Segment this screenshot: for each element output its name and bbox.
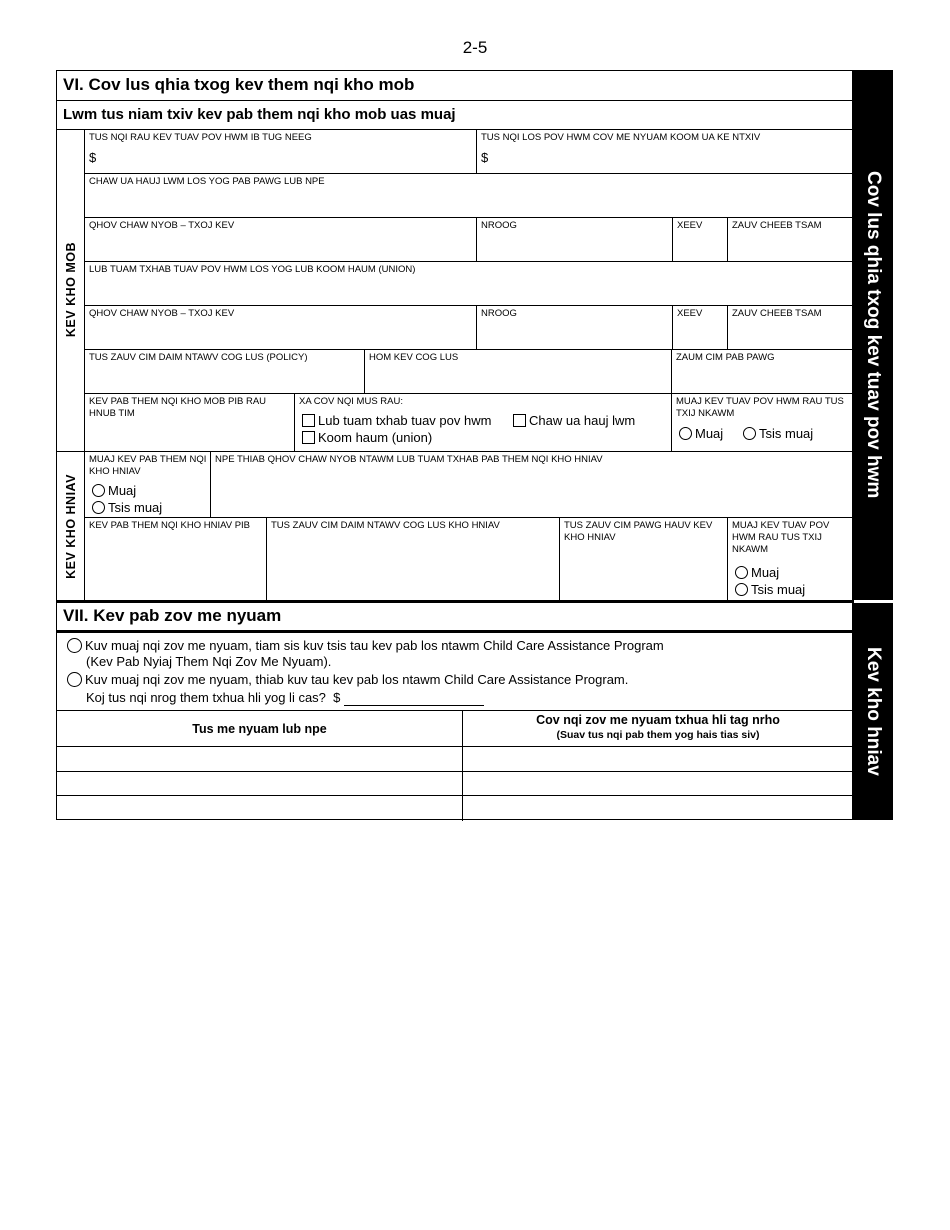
form xyxy=(56,70,893,820)
amount-children-label: TUS NQI LOS POV HWM COV ME NYUAM KOOM UA KE NTXIV xyxy=(481,132,761,143)
dental-no-radio[interactable] xyxy=(92,501,105,514)
city1-label: NROOG xyxy=(481,220,517,231)
monthly-amount-dollar: $ xyxy=(333,690,341,705)
dental-group-label: TUS ZAUV CIM PAWG HAUV KEV KHO HNIAV xyxy=(564,520,713,543)
dental-yes-option[interactable]: Muaj xyxy=(92,483,136,498)
policy-number-label: TUS ZAUV CIM DAIM NTAWV COG LUS (POLICY) xyxy=(89,352,308,363)
side-label-dental: KEV KHO HNIAV xyxy=(63,473,78,579)
childcare-opt1[interactable]: Kuv muaj nqi zov me nyuam, tiam sis kuv tsis tau kev pab los ntawm Child Care Assistance Program xyxy=(67,638,664,653)
table-col-monthly-cost: Cov nqi zov me nyuam txhua hli tag nrho xyxy=(536,713,780,727)
section7-title: VII. Kev pab zov me nyuam xyxy=(63,606,282,625)
table-col-child-name: Tus me nyuam lub npe xyxy=(192,722,327,736)
employer-checkbox[interactable] xyxy=(513,414,526,427)
side-tab-insurance: Cov lus qhia txog kev tuav pov hwm xyxy=(853,70,893,600)
card-no-radio[interactable] xyxy=(743,427,756,440)
table-row-3-name[interactable] xyxy=(57,796,462,819)
state1-label: XEEV xyxy=(677,220,703,231)
side-label-medical: KEV KHO MOB xyxy=(63,242,78,338)
employer-name-label: CHAW UA HAUJ LWM LOS YOG PAB PAWG LUB NPE xyxy=(89,176,325,187)
union-name-label: LUB TUAM TXHAB TUAV POV HWM LOS YOG LUB KOOM HAUM (UNION) xyxy=(89,264,416,275)
group-number-label: ZAUM CIM PAB PAWG xyxy=(676,352,775,363)
insurer-checkbox[interactable] xyxy=(302,414,315,427)
dental-card-no-radio[interactable] xyxy=(735,583,748,596)
address2-label: QHOV CHAW NYOB – TXOJ KEV xyxy=(89,308,235,319)
childcare-opt2-radio[interactable] xyxy=(67,672,82,687)
zip1-label: ZAUV CHEEB TSAM xyxy=(732,220,822,231)
union-checkbox[interactable] xyxy=(302,431,315,444)
dental-card-yes-radio[interactable] xyxy=(735,566,748,579)
card-no-option[interactable]: Tsis muaj xyxy=(743,426,813,441)
union-name-field[interactable] xyxy=(85,277,853,304)
city2-label: NROOG xyxy=(481,308,517,319)
dental-card-yes-option[interactable]: Muaj xyxy=(735,565,779,580)
table-row-1-cost[interactable] xyxy=(463,747,854,770)
has-dental-label: MUAJ KEV PAB THEM NQI KHO HNIAV xyxy=(89,454,207,477)
dental-start-label: KEV PAB THEM NQI KHO HNIAV PIB xyxy=(89,520,251,531)
employer-name-field[interactable] xyxy=(85,189,853,216)
opt-insurer[interactable]: Lub tuam txhab tuav pov hwm xyxy=(302,413,491,428)
policy-name-label: HOM KEV COG LUS xyxy=(369,352,459,363)
table-col-monthly-cost-sub: (Suav tus nqi pab them yog hais tias siv) xyxy=(556,729,760,741)
state2-label: XEEV xyxy=(677,308,703,319)
address1-label: QHOV CHAW NYOB – TXOJ KEV xyxy=(89,220,235,231)
section6-subtitle: Lwm tus niam txiv kev pab them nqi kho mob uas muaj xyxy=(63,106,456,123)
card-yes-radio[interactable] xyxy=(679,427,692,440)
dental-card-no-option[interactable]: Tsis muaj xyxy=(735,582,805,597)
page-number: 2-5 xyxy=(462,38,488,57)
table-row-2-cost[interactable] xyxy=(463,772,854,795)
has-card-label: MUAJ KEV TUAV POV HWM RAU TUS TXIJ NKAWM xyxy=(676,396,844,419)
dental-company-label: NPE THIAB QHOV CHAW NYOB NTAWM LUB TUAM TXHAB PAB THEM NQI KHO HNIAV xyxy=(215,454,603,465)
start-date-label: KEV PAB THEM NQI KHO MOB PIB RAU HNUB TIM xyxy=(89,396,267,419)
childcare-opt1-radio[interactable] xyxy=(67,638,82,653)
amount-paid-field[interactable]: $ xyxy=(89,150,97,165)
dental-no-option[interactable]: Tsis muaj xyxy=(92,500,162,515)
table-row-3-cost[interactable] xyxy=(463,796,854,819)
side-tab-dental: Kev kho hniav xyxy=(853,603,893,820)
dental-yes-radio[interactable] xyxy=(92,484,105,497)
card-yes-option[interactable]: Muaj xyxy=(679,426,723,441)
childcare-opt2[interactable]: Kuv muaj nqi zov me nyuam, thiab kuv tau kev pab los ntawm Child Care Assistance Program. xyxy=(67,672,628,687)
dental-card-label: MUAJ KEV TUAV POV HWM RAU TUS TXIJ NKAWM xyxy=(732,520,830,555)
table-row-2-name[interactable] xyxy=(57,772,462,795)
form-main xyxy=(56,70,853,820)
childcare-opt2-line2: Koj tus nqi nrog them txhua hli yog li cas? $ xyxy=(86,690,484,706)
amount-children-field[interactable]: $ xyxy=(481,150,489,165)
zip2-label: ZAUV CHEEB TSAM xyxy=(732,308,822,319)
childcare-opt1-line2: (Kev Pab Nyiaj Them Nqi Zov Me Nyuam). xyxy=(86,654,332,669)
opt-union[interactable]: Koom haum (union) xyxy=(302,430,432,445)
amount-paid-label: TUS NQI RAU KEV TUAV POV HWM IB TUG NEEG xyxy=(89,132,312,143)
monthly-amount-field[interactable] xyxy=(344,694,484,706)
opt-employer[interactable]: Chaw ua hauj lwm xyxy=(513,413,635,428)
paid-by-label: XA COV NQI MUS RAU: xyxy=(299,396,403,407)
section6-title: VI. Cov lus qhia txog kev them nqi kho mob xyxy=(63,75,415,94)
table-row-1-name[interactable] xyxy=(57,747,462,770)
dental-policy-label: TUS ZAUV CIM DAIM NTAWV COG LUS KHO HNIAV xyxy=(271,520,500,531)
